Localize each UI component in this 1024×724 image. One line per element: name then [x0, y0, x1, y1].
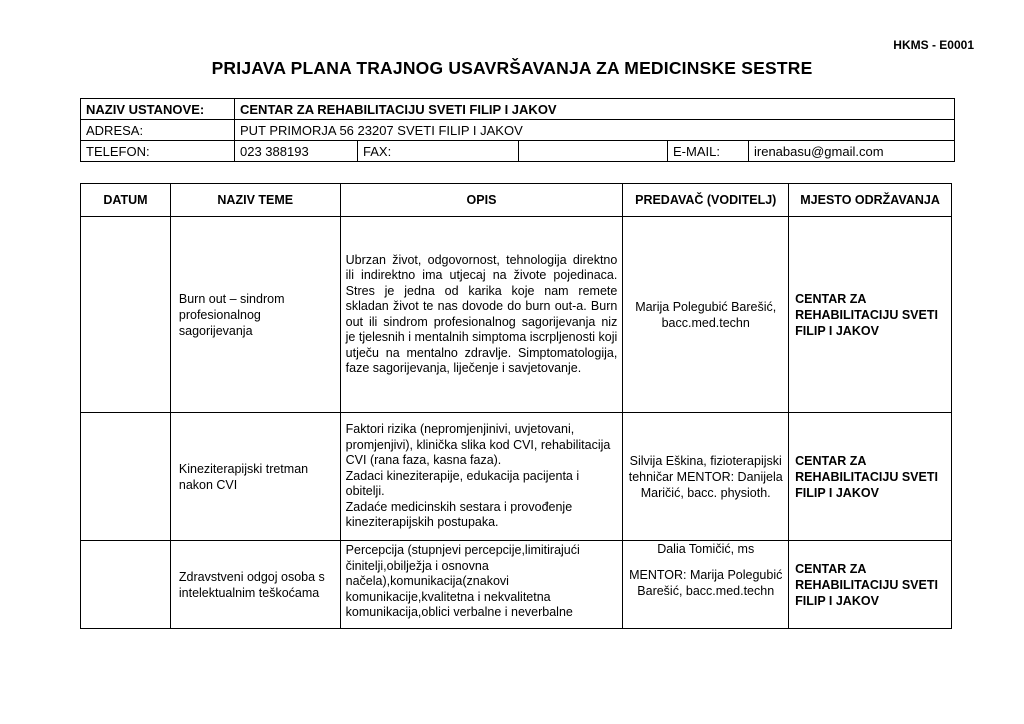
table-row	[81, 217, 952, 413]
phone-label: TELEFON:	[81, 141, 235, 162]
lecturer-mentor: MENTOR: Marija Polegubić Barešić, bacc.med.techn	[629, 568, 783, 598]
row-description: Ubrzan život, odgovornost, tehnologija direktno ili indirektno ima utjecaj na živote pojedinaca. Stres je jedna od karika koje nam remete skladan život te nas dovode do burn out-a. Burn out ili sindrom profesionalnog sagorijevanja niz je tjelesnih i mentalnih simptoma iscrpljenosti koji utječu na mentalno zdravlje. Simptomatologija, faze sagorijevanja, liječenje i savjetovanje.	[340, 217, 623, 413]
address-row	[81, 120, 955, 141]
header-location: MJESTO ODRŽAVANJA	[789, 184, 952, 217]
row-location: CENTAR ZA REHABILITACIJU SVETI FILIP I JAKOV	[789, 413, 952, 541]
fax-label: FAX:	[358, 141, 519, 162]
phone-value: 023 388193	[235, 141, 358, 162]
description-paragraph: Faktori rizika (nepromjenjinivi, uvjetovani, promjenjivi), klinička slika kod CVI, rehabilitacija CVI (rana faza, kasna faza).	[345, 422, 611, 468]
row-lecturer	[623, 541, 789, 629]
description-paragraph: Zadaće medicinskih sestara i provođenje kineziterapijskih postupaka.	[345, 499, 573, 530]
row-location: CENTAR ZA REHABILITACIJU SVETI FILIP I JAKOV	[789, 541, 952, 629]
address-value: PUT PRIMORJA 56 23207 SVETI FILIP I JAKOV	[235, 120, 955, 141]
row-date	[81, 541, 171, 629]
fax-value	[519, 141, 668, 162]
header-lecturer: PREDAVAČ (VODITELJ)	[623, 184, 789, 217]
training-plan-table	[80, 183, 952, 629]
table-row	[81, 413, 952, 541]
plan-header-row	[81, 184, 952, 217]
row-lecturer: Marija Polegubić Barešić, bacc.med.techn	[623, 217, 789, 413]
row-date	[81, 217, 171, 413]
header-description: OPIS	[340, 184, 623, 217]
row-lecturer: Silvija Eškina, fizioterapijski tehničar MENTOR: Danijela Maričić, bacc. physioth.	[623, 413, 789, 541]
institution-name-row	[81, 99, 955, 120]
institution-info-table	[80, 98, 955, 162]
row-topic: Burn out – sindrom profesionalnog sagorijevanja	[170, 217, 340, 413]
email-value: irenabasu@gmail.com	[749, 141, 955, 162]
header-date: DATUM	[81, 184, 171, 217]
email-label: E-MAIL:	[668, 141, 749, 162]
row-date	[81, 413, 171, 541]
lecturer-name: Dalia Tomičić, ms	[657, 542, 755, 556]
row-description: Percepcija (stupnjevi percepcije,limitirajući činitelji,obilježja i osnovna načela),komunikacija(znakovi komunikacije,kvalitetna i nekvalitetna komunikacija,oblici verbalne i neverbalne	[340, 541, 623, 629]
row-topic: Zdravstveni odgoj osoba s intelektualnim teškoćama	[170, 541, 340, 629]
description-paragraph: Zadaci kineziterapije, edukacija pacijenta i obitelji.	[345, 468, 580, 499]
row-topic: Kineziterapijski tretman nakon CVI	[170, 413, 340, 541]
contact-row	[81, 141, 955, 162]
institution-name-label: NAZIV USTANOVE:	[81, 99, 235, 120]
institution-name-value: CENTAR ZA REHABILITACIJU SVETI FILIP I JAKOV	[235, 99, 955, 120]
form-code: HKMS - E0001	[893, 38, 974, 52]
header-topic: NAZIV TEME	[170, 184, 340, 217]
row-location: CENTAR ZA REHABILITACIJU SVETI FILIP I JAKOV	[789, 217, 952, 413]
table-row	[81, 541, 952, 629]
row-description	[340, 413, 623, 541]
address-label: ADRESA:	[81, 120, 235, 141]
document-title: PRIJAVA PLANA TRAJNOG USAVRŠAVANJA ZA MEDICINSKE SESTRE	[211, 58, 813, 78]
